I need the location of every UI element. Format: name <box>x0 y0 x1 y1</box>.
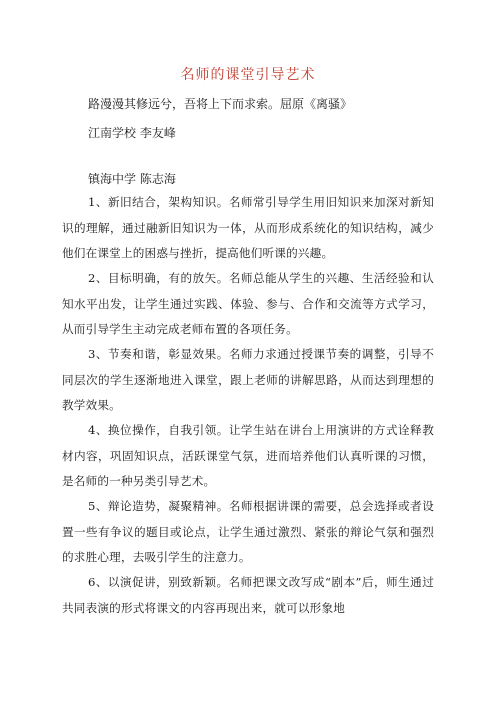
document-title: 名师的课堂引导艺术 <box>180 67 316 83</box>
paragraph-1: 1、新旧结合，架构知识。名师常引导学生用旧知识来加深对新知识的理解，通过融新旧知识为一体，从而形成系统化的知识结构，减少他们在课堂上的困惑与挫折，提高他们听课的兴趣。 <box>62 195 434 260</box>
paragraph-3: 3、节奏和谐，彰显效果。名师力求通过授课节奏的调整，引导不同层次的学生逐渐地进入课堂，跟上老师的讲解思路，从而达到理想的教学效果。 <box>62 347 434 412</box>
epigraph: 路漫漫其修远兮，吾将上下而求索。屈原《离骚》 <box>88 97 353 111</box>
author-line-1: 江南学校 李友峰 <box>88 126 176 140</box>
paragraph-4: 4、换位操作，自我引领。让学生站在讲台上用演讲的方式诠释教材内容，巩固知识点，活跃课堂气氛，进而培养他们认真听课的习惯，是名师的一种另类引导艺术。 <box>62 423 434 488</box>
paragraph-5: 5、辩论造势，凝聚精神。名师根据讲课的需要，总会选择或者设置一些有争议的题目或论点，让学生通过激烈、紧张的辩论气氛和强烈的求胜心理，去吸引学生的注意力。 <box>62 499 434 564</box>
author-line-2: 镇海中学 陈志海 <box>88 172 176 186</box>
paragraph-2: 2、目标明确，有的放矢。名师总能从学生的兴趣、生活经验和认知水平出发，让学生通过实践、体验、参与、合作和交流等方式学习，从而引导学生主动完成老师布置的各项任务。 <box>62 271 434 336</box>
paragraph-6: 6、以演促讲，别致新颖。名师把课文改写成“剧本”后，师生通过共同表演的形式将课文的内容再现出来，就可以形象地 <box>62 575 434 615</box>
